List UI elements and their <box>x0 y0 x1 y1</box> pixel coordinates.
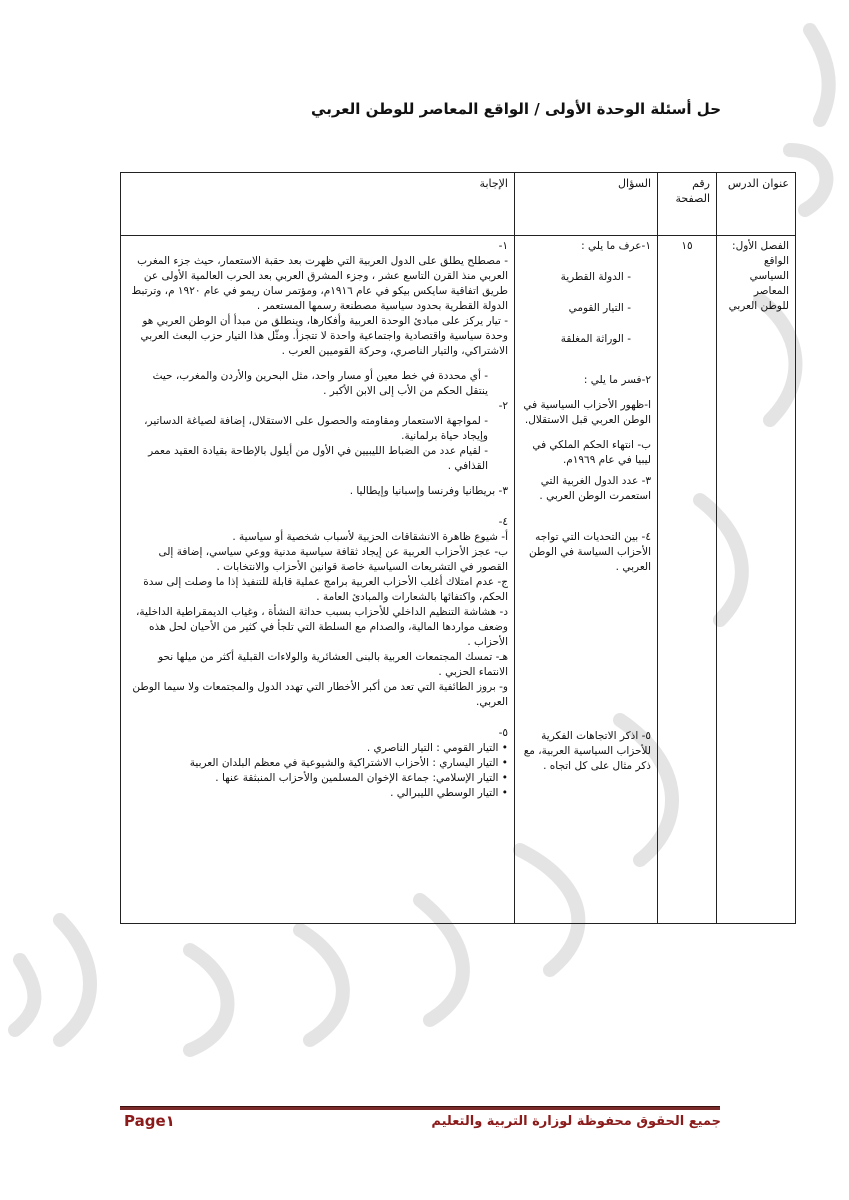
q1-item: - الوراثة المغلقة <box>521 332 651 347</box>
header-question: السؤال <box>515 173 658 236</box>
question-2b: ب- انتهاء الحكم الملكي في ليبيا في عام ١٩٦٩م. <box>532 439 651 466</box>
lesson-title: الفصل الأول: الواقع السياسي المعاصر للوطن العربي <box>728 240 789 312</box>
question-2a: ا-ظهور الأحزاب السياسية في الوطن العربي قبل الاستقلال. <box>523 399 651 426</box>
table-header-row <box>121 173 796 236</box>
answer-2b: - لقيام عدد من الضباط الليبيين في الأول من أيلول بالإطاحة بقيادة العقيد معمر القذافي . <box>127 444 508 474</box>
answer-5-item: • التيار الوسطي الليبرالي . <box>127 786 508 801</box>
q1-item: - التيار القومي <box>521 301 651 316</box>
header-answer: الإجابة <box>121 173 515 236</box>
footer-divider <box>120 1106 720 1110</box>
page-title: حل أسئلة الوحدة الأولى / الواقع المعاصر للوطن العربي <box>311 100 721 118</box>
answer-4a: أ- شيوع ظاهرة الانشقاقات الحزبية لأسباب شخصية أو سياسية . <box>232 531 508 543</box>
answer-1-inheritance: - أي محددة في خط معين أو مسار واحد، مثل البحرين والأردن والمغرب، حيث ينتقل الحكم من الأب إلى الابن الأكبر . <box>127 369 508 399</box>
answer-3: ٣- بريطانيا وفرنسا وإسبانيا وإيطاليا . <box>349 485 508 497</box>
answer-1-state: - مصطلح يطلق على الدول العربية التي ظهرت بعد حقبة الاستعمار، حيث جزء المغرب العربي منذ القرن التاسع عشر ، وجزء المشرق العربي بعد الحرب العالمية الأولى عن طريق اتفاقية سايكس بيكو في عام ١٩١٦م، ومؤتمر سان ريمو في عام ١٩٢٠ م، وترتبط الدولة القطرية بحدود سياسية مصطنعة رسمها المستعمر . <box>131 255 508 312</box>
question-1: ١-عرف ما يلي : <box>581 240 651 252</box>
lesson-table <box>120 172 796 924</box>
answer-5-item: • التيار اليساري : الأحزاب الاشتراكية والشيوعية في معظم البلدان العربية <box>127 756 508 771</box>
answer-4f: و- بروز الطائفية التي تعد من أكبر الأخطار التي تهدد الدول والمجتمعات ولا سيما الوطن العربي. <box>132 681 508 708</box>
answer-1-national: - تيار يركز على مبادئ الوحدة العربية وأفكارها، وينطلق من مبدأ أن الوطن العربي هو وحدة سياسية واقتصادية واجتماعية واحدة لا تتجزأ. ومثّل هذا التيار حزب البعث العربي الاشتراكي، والتيار الناصري، وحركة القوميين العرب . <box>140 315 508 357</box>
q1-item: - الدولة القطرية <box>521 270 651 285</box>
header-page: رقم الصفحة <box>658 173 717 236</box>
answer-4-number: ٤- <box>498 516 508 528</box>
answers-cell <box>121 236 515 924</box>
answer-2a: - لمواجهة الاستعمار ومقاومته والحصول على الاستقلال، إضافة لصياغة الدساتير، وإيجاد حياة برلمانية. <box>127 414 508 444</box>
answer-4d: د- هشاشة التنظيم الداخلي للأحزاب بسبب حداثة النشأة ، وغياب الديمقراطية الداخلية، وضعف مواردها المالية، والصدام مع السلطة التي تلجأ في كثير من الأحيان لحل هذه الأحزاب . <box>135 606 508 648</box>
answer-4e: هـ- تمسك المجتمعات العربية بالبنى العشائرية والولاءات القبلية أكثر من ميلها نحو الانتماء الحزبي . <box>158 651 508 678</box>
answer-4c: ج- عدم امتلاك أغلب الأحزاب العربية برامج عملية قابلة للتنفيذ إذا ما وصلت إلى سدة الحكم، واكتفائها بالشعارات والمبادئ العامة . <box>143 576 508 603</box>
footer-page-number: Page١ <box>124 1112 175 1130</box>
page-number: ١٥ <box>681 240 693 252</box>
answer-5-item: • التيار الإسلامي: جماعة الإخوان المسلمين والأحزاب المنبثقة عنها . <box>127 771 508 786</box>
header-lesson: عنوان الدرس <box>717 173 796 236</box>
answer-1-number: ١- <box>498 240 508 252</box>
answer-4b: ب- عجز الأحزاب العربية عن إيجاد ثقافة سياسية مدنية ووعي سياسي، إضافة إلى القصور في التشريعات السياسية خاصة قوانين الأحزاب والانتخابات . <box>158 546 508 573</box>
lesson-title-cell <box>717 236 796 924</box>
answer-5-item: • التيار القومي : التيار الناصري . <box>127 741 508 756</box>
answer-2-number: ٢- <box>498 400 508 412</box>
question-2: ٢-فسر ما يلي : <box>583 374 651 386</box>
answer-5-number: ٥- <box>498 727 508 739</box>
question-5: ٥- اذكر الاتجاهات الفكرية للأحزاب السياسية العربية، مع ذكر مثال على كل اتجاه . <box>523 730 651 772</box>
table-row <box>121 236 796 924</box>
question-4: ٤- بين التحديات التي تواجه الأحزاب السياسة في الوطن العربي . <box>529 531 651 573</box>
question-3: ٣- عدد الدول الغربية التي استعمرت الوطن العربي . <box>539 475 651 502</box>
footer-rights: جميع الحقوق محفوظة لوزارة التربية والتعليم <box>431 1114 721 1129</box>
page-number-cell <box>658 236 717 924</box>
questions-cell <box>515 236 658 924</box>
